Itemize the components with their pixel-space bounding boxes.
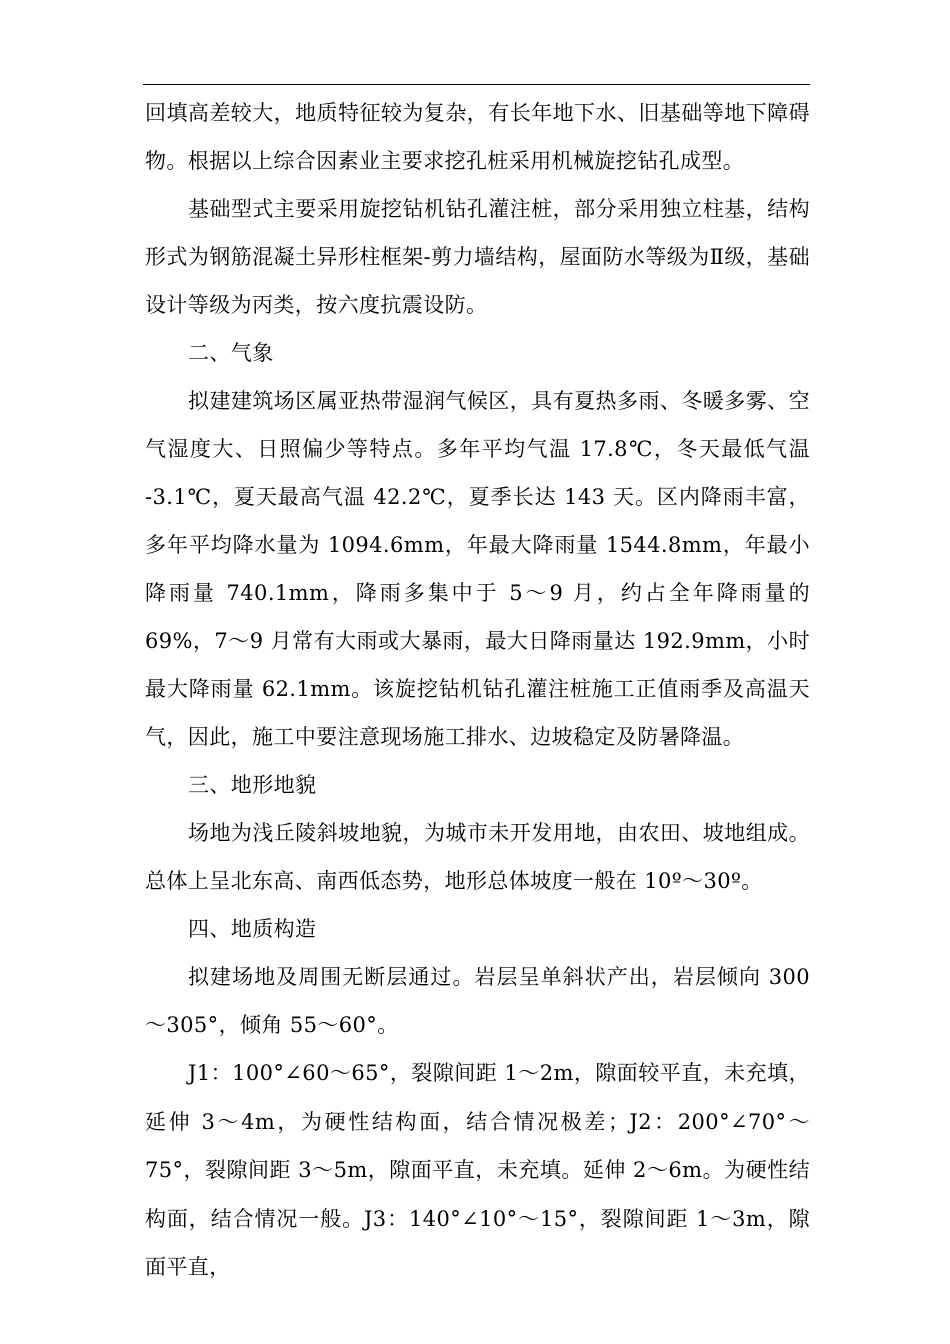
paragraph-climate: 拟建建筑场区属亚热带湿润气候区，具有夏热多雨、冬暖多雾、空气湿度大、日照偏少等特点。多年平均气温 17.8℃，冬天最低气温 -3.1℃，夏天最高气温 42.2℃，夏季长达 143 天。区内降雨丰富，多年平均降水量为 1094.6mm，年最大降雨量 1544.8mm，年最小降雨量 740.1mm，降雨多集中于 5～9 月，约占全年降雨量的 69%，7～9 月常有大雨或大暴雨，最大日降雨量达 192.9mm，小时最大降雨量 62.1mm。该旋挖钻机钻孔灌注桩施工正值雨季及高温天气，因此，施工中要注意现场施工排水、边坡稳定及防暑降温。: [145, 389, 810, 749]
paragraph-geology: 拟建场地及周围无断层通过。岩层呈单斜状产出，岩层倾向 300～305°，倾角 55～60°。: [145, 965, 810, 1037]
paragraph-terrain: 场地为浅丘陵斜坡地貌，为城市未开发用地，由农田、坡地组成。总体上呈北东高、南西低态势，地形总体坡度一般在 10º～30º。: [145, 821, 810, 893]
section-heading-terrain: 三、地形地貌: [188, 773, 317, 797]
header-rule: [143, 84, 810, 85]
paragraph-continuation: 回填高差较大，地质特征较为复杂，有长年地下水、旧基础等地下障碍物。根据以上综合因素业主要求挖孔桩采用机械旋挖钻孔成型。: [145, 101, 810, 173]
section-heading-climate: 二、气象: [188, 341, 274, 365]
paragraph-foundation: 基础型式主要采用旋挖钻机钻孔灌注桩，部分采用独立柱基，结构形式为钢筋混凝土异形柱框架-剪力墙结构，屋面防水等级为Ⅱ级，基础设计等级为丙类，按六度抗震设防。: [145, 197, 810, 317]
document-body: [145, 89, 810, 1292]
paragraph-joints: J1：100°∠60～65°，裂隙间距 1～2m，隙面较平直，未充填，延伸 3～4m，为硬性结构面，结合情况极差；J2：200°∠70°～75°，裂隙间距 3～5m，隙面平直，未充填。延伸 2～6m。为硬性结构面，结合情况一般。J3：140°∠10°～15°，裂隙间距 1～3m，隙面平直，: [145, 1061, 810, 1280]
section-heading-geology: 四、地质构造: [188, 917, 317, 941]
